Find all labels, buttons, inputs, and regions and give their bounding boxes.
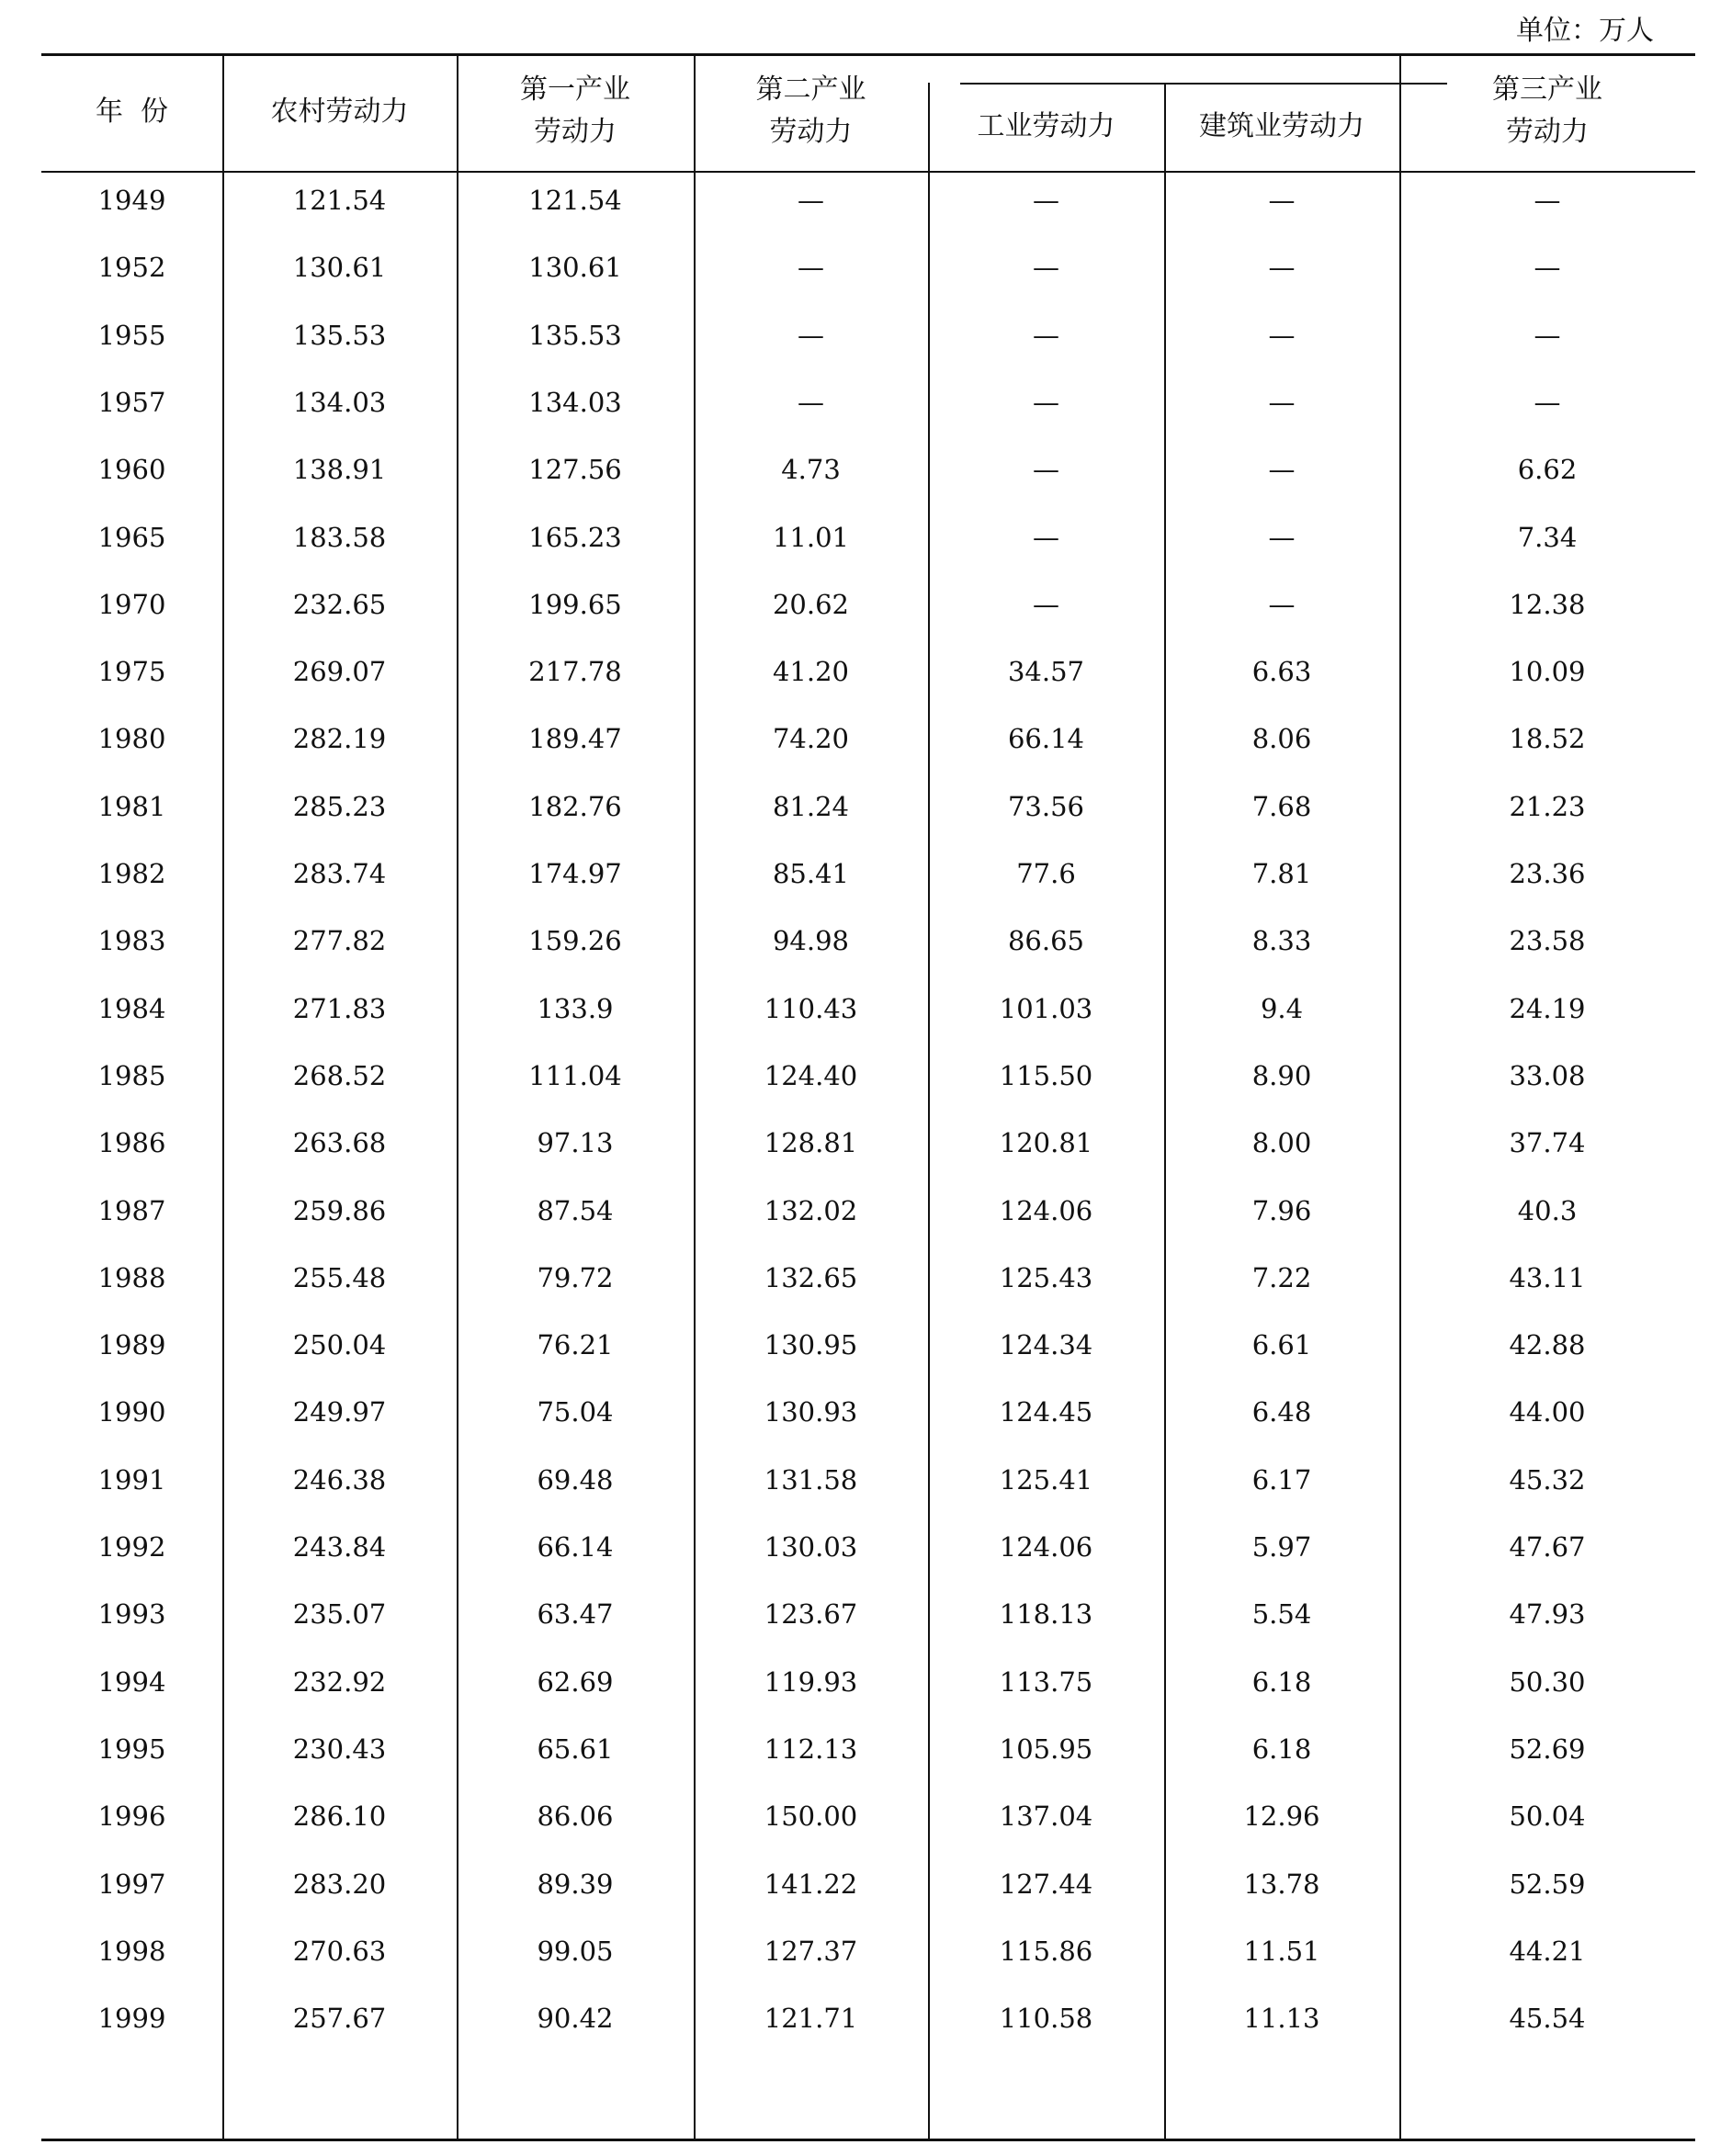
cell-rural: 283.74 [292,858,387,889]
cell-year: 1983 [97,925,166,956]
cell-primary: 189.47 [528,723,622,754]
cell-tertiary: 52.59 [1509,1868,1586,1900]
cell-primary: 134.03 [528,387,622,418]
cell-rural: 130.61 [292,252,387,283]
cell-secondary: 85.41 [772,858,850,889]
cell-year: 1965 [97,522,166,553]
cell-rural: 121.54 [292,185,387,216]
cell-tertiary: 23.58 [1509,925,1586,956]
cell-industry: — [1033,454,1059,485]
cell-tertiary: 6.62 [1517,454,1578,485]
cell-secondary: 127.37 [764,1936,858,1967]
cell-construction: 6.18 [1251,1666,1312,1698]
cell-secondary: — [798,320,824,351]
cell-secondary: 123.67 [764,1598,858,1630]
cell-year: 1985 [97,1060,166,1091]
cell-secondary: 110.43 [764,993,858,1024]
cell-rural: 282.19 [292,723,387,754]
table-bottom-rule [41,2139,1695,2141]
cell-industry: 115.50 [999,1060,1093,1091]
cell-rural: 269.07 [292,656,387,687]
unit-label: 单位：万人 [1516,15,1654,47]
header-construction-labor: 建筑业劳动力 [1199,110,1364,142]
cell-rural: 230.43 [292,1733,387,1765]
cell-construction: 7.68 [1251,791,1312,822]
cell-rural: 277.82 [292,925,387,956]
cell-industry: — [1033,185,1059,216]
cell-year: 1992 [97,1531,166,1563]
subheader-rule [960,83,1447,85]
cell-construction: 6.18 [1251,1733,1312,1765]
cell-construction: 7.81 [1251,858,1312,889]
cell-primary: 76.21 [537,1329,614,1360]
cell-year: 1988 [97,1262,166,1293]
cell-industry: 73.56 [1007,791,1085,822]
cell-primary: 174.97 [528,858,622,889]
cell-year: 1984 [97,993,166,1024]
header-secondary-labor-line2: 劳动力 [769,116,853,148]
cell-year: 1957 [97,387,166,418]
cell-construction: 6.17 [1251,1464,1312,1496]
header-tertiary-labor-line2: 劳动力 [1506,116,1589,148]
cell-secondary: 94.98 [772,925,850,956]
cell-industry: 86.65 [1007,925,1085,956]
cell-rural: 235.07 [292,1598,387,1630]
cell-rural: 255.48 [292,1262,387,1293]
cell-industry: — [1033,522,1059,553]
cell-tertiary: 24.19 [1509,993,1586,1024]
cell-secondary: 81.24 [772,791,850,822]
labor-table [41,53,1695,2148]
cell-rural: 135.53 [292,320,387,351]
cell-secondary: 124.40 [764,1060,858,1091]
cell-rural: 232.92 [292,1666,387,1698]
header-year: 年 份 [95,96,169,128]
cell-primary: 217.78 [528,656,622,687]
cell-secondary: 130.03 [764,1531,858,1563]
cell-year: 1975 [97,656,166,687]
cell-construction: 8.90 [1251,1060,1312,1091]
header-industry-labor: 工业劳动力 [977,110,1115,142]
cell-construction: 13.78 [1243,1868,1320,1900]
cell-tertiary: — [1534,252,1561,283]
cell-year: 1990 [97,1396,166,1428]
cell-rural: 271.83 [292,993,387,1024]
cell-construction: 7.96 [1251,1195,1312,1226]
cell-tertiary: 7.34 [1517,522,1578,553]
cell-rural: 246.38 [292,1464,387,1496]
cell-primary: 69.48 [537,1464,614,1496]
cell-year: 1980 [97,723,166,754]
cell-construction: 6.61 [1251,1329,1312,1360]
cell-secondary: 150.00 [764,1800,858,1832]
cell-year: 1987 [97,1195,166,1226]
cell-primary: 135.53 [528,320,622,351]
cell-tertiary: 42.88 [1509,1329,1586,1360]
cell-secondary: — [798,185,824,216]
cell-year: 1952 [97,252,166,283]
cell-industry: 66.14 [1007,723,1085,754]
cell-rural: 138.91 [292,454,387,485]
cell-industry: 124.06 [999,1195,1093,1226]
cell-tertiary: 45.32 [1509,1464,1586,1496]
cell-primary: 75.04 [537,1396,614,1428]
cell-year: 1949 [97,185,166,216]
cell-secondary: 74.20 [772,723,850,754]
cell-secondary: — [798,387,824,418]
cell-secondary: 128.81 [764,1127,858,1158]
cell-industry: 77.6 [1016,858,1076,889]
cell-tertiary: 43.11 [1509,1262,1586,1293]
cell-construction: 9.4 [1260,993,1304,1024]
cell-year: 1996 [97,1800,166,1832]
cell-tertiary: 33.08 [1509,1060,1586,1091]
cell-rural: 243.84 [292,1531,387,1563]
cell-industry: 120.81 [999,1127,1093,1158]
table-top-rule [41,53,1695,56]
cell-industry: 101.03 [999,993,1093,1024]
cell-secondary: 132.02 [764,1195,858,1226]
cell-year: 1993 [97,1598,166,1630]
cell-primary: 90.42 [537,2003,614,2034]
cell-construction: 11.13 [1243,2003,1320,2034]
cell-tertiary: — [1534,320,1561,351]
cell-tertiary: 21.23 [1509,791,1586,822]
cell-tertiary: 37.74 [1509,1127,1586,1158]
cell-primary: 62.69 [537,1666,614,1698]
cell-year: 1995 [97,1733,166,1765]
cell-industry: 118.13 [999,1598,1093,1630]
cell-construction: 7.22 [1251,1262,1312,1293]
header-tertiary-labor-line1: 第三产业 [1492,73,1602,106]
cell-primary: 182.76 [528,791,622,822]
cell-construction: 6.63 [1251,656,1312,687]
cell-industry: 110.58 [999,2003,1093,2034]
cell-industry: — [1033,320,1059,351]
cell-rural: 259.86 [292,1195,387,1226]
cell-construction: — [1268,185,1296,216]
cell-secondary: 121.71 [764,2003,858,2034]
cell-rural: 257.67 [292,2003,387,2034]
cell-year: 1994 [97,1666,166,1698]
cell-industry: 124.45 [999,1396,1093,1428]
cell-tertiary: 44.21 [1509,1936,1586,1967]
cell-tertiary: 10.09 [1509,656,1586,687]
cell-tertiary: — [1534,185,1561,216]
cell-year: 1989 [97,1329,166,1360]
cell-industry: 137.04 [999,1800,1093,1832]
cell-primary: 130.61 [528,252,622,283]
cell-year: 1986 [97,1127,166,1158]
cell-rural: 250.04 [292,1329,387,1360]
cell-rural: 286.10 [292,1800,387,1832]
cell-industry: 125.41 [999,1464,1093,1496]
cell-secondary: 130.93 [764,1396,858,1428]
cell-tertiary: 50.30 [1509,1666,1586,1698]
cell-tertiary: 18.52 [1509,723,1586,754]
cell-tertiary: 50.04 [1509,1800,1586,1832]
cell-primary: 65.61 [537,1733,614,1765]
header-rural-labor: 农村劳动力 [270,96,409,128]
cell-tertiary: 12.38 [1509,589,1586,620]
cell-primary: 66.14 [537,1531,614,1563]
cell-secondary: — [798,252,824,283]
cell-construction: — [1268,252,1296,283]
cell-year: 1999 [97,2003,166,2034]
cell-primary: 127.56 [528,454,622,485]
cell-rural: 183.58 [292,522,387,553]
cell-construction: 8.00 [1251,1127,1312,1158]
cell-rural: 249.97 [292,1396,387,1428]
cell-primary: 63.47 [537,1598,614,1630]
cell-rural: 263.68 [292,1127,387,1158]
cell-secondary: 119.93 [764,1666,858,1698]
cell-construction: — [1268,320,1296,351]
cell-rural: 134.03 [292,387,387,418]
cell-tertiary: 23.36 [1509,858,1586,889]
cell-industry: 34.57 [1007,656,1085,687]
cell-secondary: 112.13 [764,1733,858,1765]
cell-secondary: 11.01 [772,522,850,553]
cell-industry: 124.34 [999,1329,1093,1360]
cell-year: 1991 [97,1464,166,1496]
header-bottom-rule [41,171,1695,173]
cell-primary: 133.9 [537,993,614,1024]
cell-rural: 283.20 [292,1868,387,1900]
cell-secondary: 130.95 [764,1329,858,1360]
cell-year: 1970 [97,589,166,620]
cell-year: 1997 [97,1868,166,1900]
cell-tertiary: 47.67 [1509,1531,1586,1563]
cell-construction: 8.06 [1251,723,1312,754]
cell-secondary: 131.58 [764,1464,858,1496]
cell-primary: 87.54 [537,1195,614,1226]
header-primary-labor-line2: 劳动力 [534,116,617,148]
cell-industry: — [1033,589,1059,620]
cell-industry: 124.06 [999,1531,1093,1563]
cell-construction: 5.97 [1251,1531,1312,1563]
cell-primary: 99.05 [537,1936,614,1967]
cell-industry: 115.86 [999,1936,1093,1967]
cell-year: 1960 [97,454,166,485]
cell-rural: 285.23 [292,791,387,822]
cell-secondary: 41.20 [772,656,850,687]
cell-secondary: 132.65 [764,1262,858,1293]
header-secondary-labor-line1: 第二产业 [755,73,866,106]
cell-construction: 5.54 [1251,1598,1312,1630]
cell-primary: 111.04 [528,1060,622,1091]
cell-industry: — [1033,387,1059,418]
cell-industry: 105.95 [999,1733,1093,1765]
cell-tertiary: 44.00 [1509,1396,1586,1428]
cell-primary: 89.39 [537,1868,614,1900]
cell-rural: 270.63 [292,1936,387,1967]
cell-year: 1955 [97,320,166,351]
cell-tertiary: — [1534,387,1561,418]
cell-industry: 113.75 [999,1666,1093,1698]
cell-construction: — [1268,387,1296,418]
cell-primary: 159.26 [528,925,622,956]
cell-year: 1981 [97,791,166,822]
cell-construction: 12.96 [1243,1800,1320,1832]
cell-tertiary: 47.93 [1509,1598,1586,1630]
cell-year: 1998 [97,1936,166,1967]
cell-tertiary: 45.54 [1509,2003,1586,2034]
cell-secondary: 20.62 [772,589,850,620]
cell-primary: 199.65 [528,589,622,620]
cell-year: 1982 [97,858,166,889]
cell-primary: 165.23 [528,522,622,553]
cell-secondary: 4.73 [781,454,841,485]
cell-secondary: 141.22 [764,1868,858,1900]
cell-construction: — [1268,589,1296,620]
cell-construction: — [1268,454,1296,485]
cell-industry: 127.44 [999,1868,1093,1900]
cell-primary: 121.54 [528,185,622,216]
cell-industry: — [1033,252,1059,283]
cell-primary: 97.13 [537,1127,614,1158]
cell-construction: 8.33 [1251,925,1312,956]
cell-construction: 6.48 [1251,1396,1312,1428]
cell-primary: 79.72 [537,1262,614,1293]
cell-industry: 125.43 [999,1262,1093,1293]
cell-tertiary: 40.3 [1517,1195,1578,1226]
cell-primary: 86.06 [537,1800,614,1832]
cell-construction: 11.51 [1243,1936,1320,1967]
cell-rural: 268.52 [292,1060,387,1091]
cell-rural: 232.65 [292,589,387,620]
header-primary-labor-line1: 第一产业 [520,73,630,106]
cell-tertiary: 52.69 [1509,1733,1586,1765]
cell-construction: — [1268,522,1296,553]
